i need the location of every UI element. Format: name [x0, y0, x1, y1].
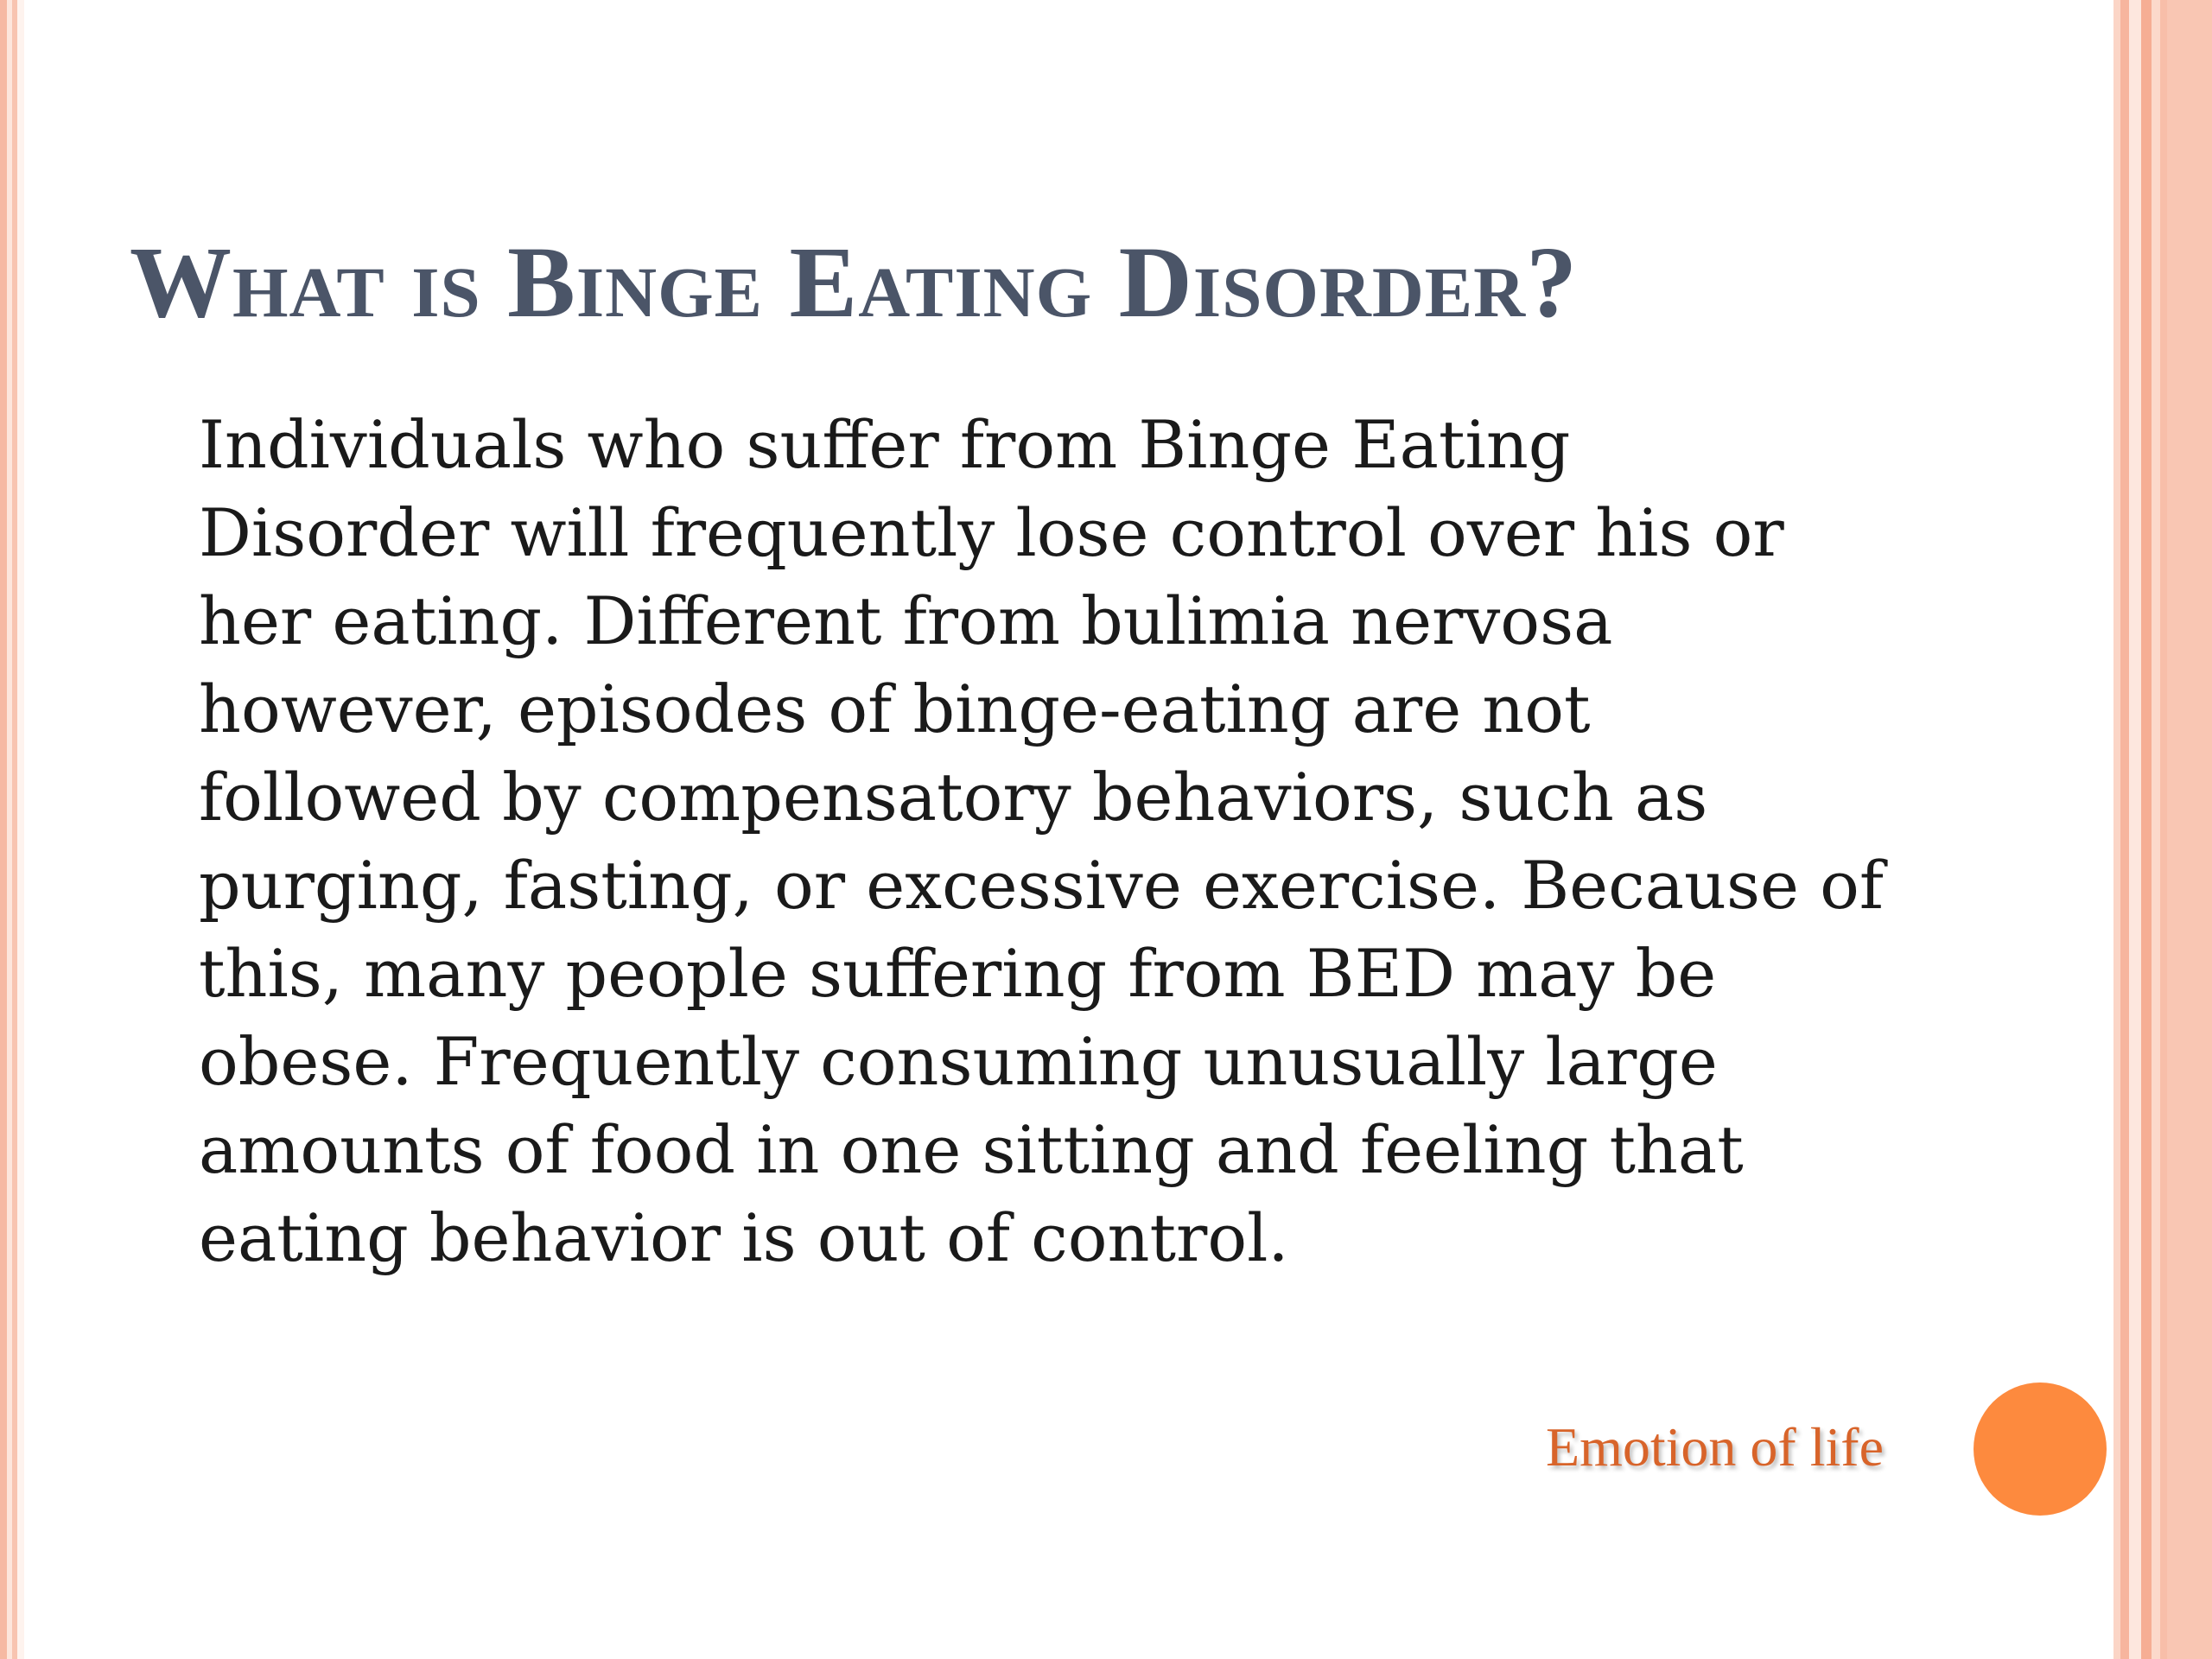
right-border-stripe: [2141, 0, 2152, 1659]
slide-body-text: Individuals who suffer from Binge Eating Disorder will frequently lose control over his or her eating. Different from bulimia nervosa however, episodes of binge-eating are not followed by compensatory behaviors, such as purging, fasting, or excessive exercise. Because of this, many people suffering from BED may be obese. Frequently consuming unusually large amounts of food in one sitting and feeling that eating behavior is out of control.: [199, 406, 1884, 1276]
right-border-stripe: [2152, 0, 2160, 1659]
right-border-stripe: [2120, 0, 2129, 1659]
right-border-stripe: [2167, 0, 2212, 1659]
slide-title: What is Binge Eating Disorder?: [130, 226, 1579, 339]
accent-circle: [1974, 1382, 2107, 1516]
slide-footer: Emotion of life: [1545, 1416, 1884, 1478]
left-border-stripe: [0, 0, 7, 1659]
right-border-stripe: [2113, 0, 2120, 1659]
left-border-stripe: [17, 0, 24, 1659]
right-border-stripe: [2160, 0, 2167, 1659]
right-border-stripe: [2129, 0, 2141, 1659]
